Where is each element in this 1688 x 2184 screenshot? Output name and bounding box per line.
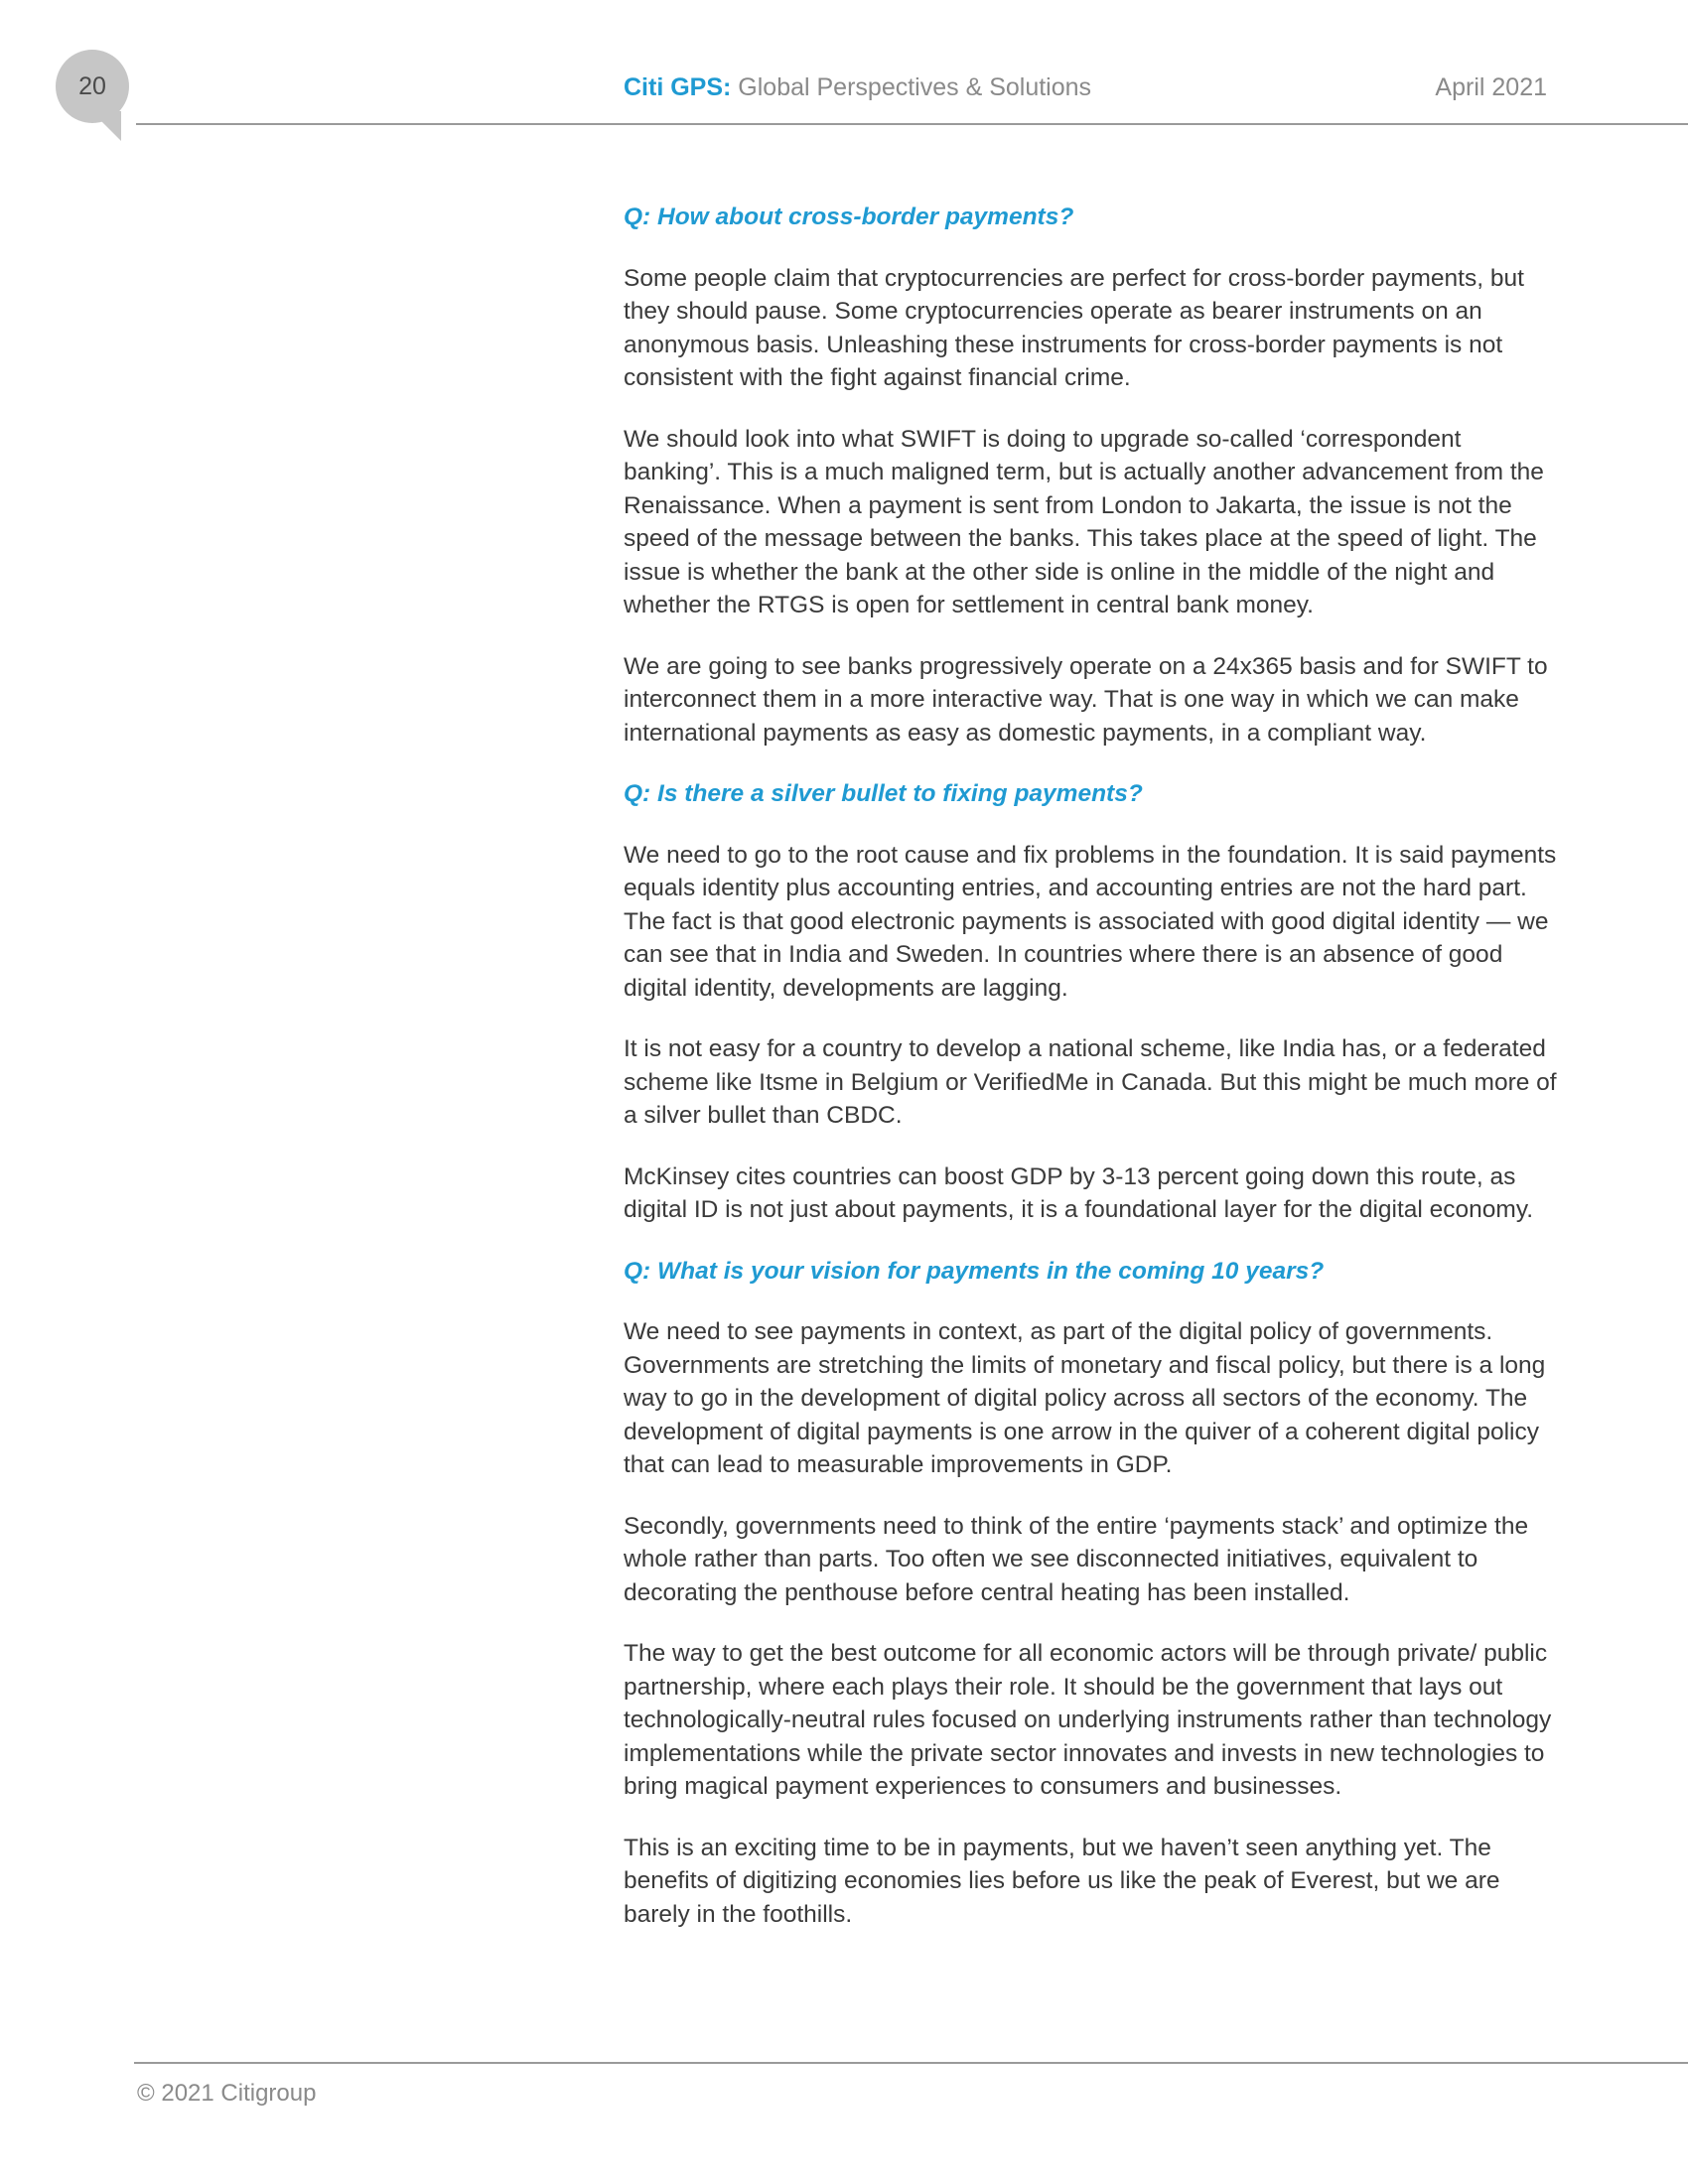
running-header <box>624 73 1547 102</box>
paragraph: We are going to see banks progressively operate on a 24x365 basis and for SWIFT to interconnect them in a more interactive way. That is one way in which we can make international payments as easy as domestic payments, in a compliant way. <box>624 652 1548 747</box>
question-heading: Q: How about cross-border payments? <box>624 204 1074 230</box>
article-body <box>624 201 1557 1959</box>
paragraph: We need to go to the root cause and fix problems in the foundation. It is said payments equals identity plus accounting entries, and accounting entries are not the hard part. The fact is that good electronic payments is associated with good digital identity — we can see that in India and Sweden. In countries where there is an absence of good digital identity, developments are lagging. <box>624 841 1557 1002</box>
paragraph: McKinsey cites countries can boost GDP by 3-13 percent going down this route, as digital ID is not just about payments, it is a foundational layer for the digital economy. <box>624 1162 1534 1223</box>
header-subtitle: Global Perspectives & Solutions <box>738 73 1092 101</box>
footer-copyright: © 2021 Citigroup <box>137 2080 317 2107</box>
paragraph: It is not easy for a country to develop a national scheme, like India has, or a federated scheme like Itsme in Belgium or VerifiedMe in Canada. But this might be much more of a silver bullet than CBDC. <box>624 1035 1557 1129</box>
paragraph: We need to see payments in context, as part of the digital policy of governments. Governments are stretching the limits of monetary and fiscal policy, but there is a long way to go in the development of digital policy across all sectors of the economy. The development of digital payments is one arrow in the quiver of a coherent digital policy that can lead to measurable improvements in GDP. <box>624 1318 1546 1478</box>
question-heading: Q: Is there a silver bullet to fixing payments? <box>624 780 1143 807</box>
paragraph: This is an exciting time to be in payments, but we haven’t seen anything yet. The benefits of digitizing economies lies before us like the peak of Everest, but we are barely in the foothills. <box>624 1834 1500 1928</box>
paragraph: Some people claim that cryptocurrencies are perfect for cross-border payments, but they should pause. Some cryptocurrencies operate as bearer instruments on an anonymous basis. Unleashing these instruments for cross-border payments is not consistent with the fight against financial crime. <box>624 264 1524 391</box>
header-divider <box>136 123 1688 125</box>
paragraph: The way to get the best outcome for all economic actors will be through private/ public partnership, where each plays their role. It should be the government that lays out technologically-neutral rules focused on underlying instruments rather than technology implementations while the private sector innovates and invests in new technologies to bring magical payment experiences to consumers and businesses. <box>624 1640 1552 1800</box>
paragraph: Secondly, governments need to think of the entire ‘payments stack’ and optimize the whole rather than parts. Too often we see disconnected initiatives, equivalent to decorating the penthouse before central heating has been installed. <box>624 1512 1529 1606</box>
page-number: 20 <box>78 71 106 100</box>
footer-divider <box>134 2062 1688 2064</box>
brand-name: Citi GPS: <box>624 73 732 101</box>
header-date: April 2021 <box>1435 73 1547 101</box>
question-heading: Q: What is your vision for payments in the coming 10 years? <box>624 1257 1325 1285</box>
page-badge-tail <box>91 111 121 141</box>
paragraph: We should look into what SWIFT is doing to upgrade so-called ‘correspondent banking’. This is a much maligned term, but is actually another advancement from the Renaissance. When a payment is sent from London to Jakarta, the issue is not the speed of the message between the banks. This takes place at the speed of light. The issue is whether the bank at the other side is online in the middle of the night and whether the RTGS is open for settlement in central bank money. <box>624 425 1544 618</box>
